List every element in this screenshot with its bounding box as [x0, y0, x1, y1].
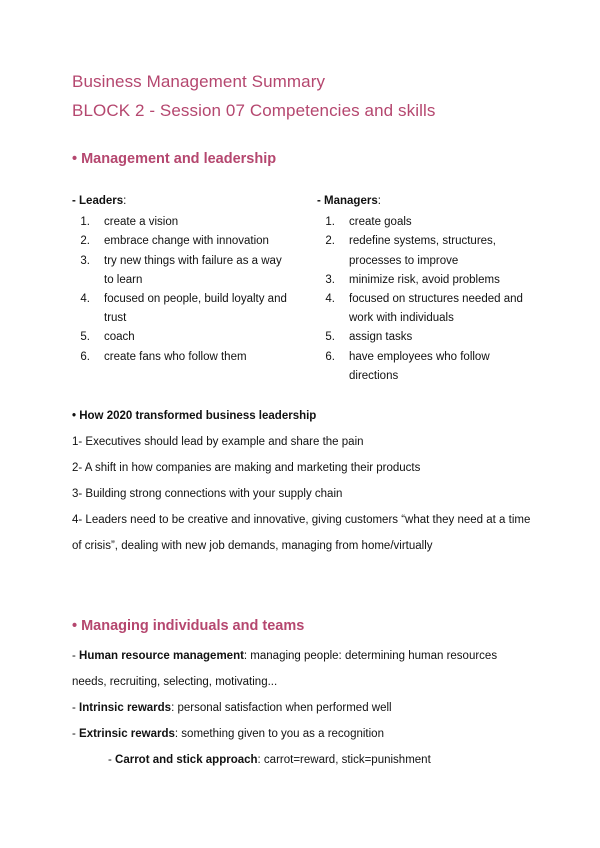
list-item: 6. create fans who follow them	[80, 350, 247, 363]
list-item: 3. try new things with failure as a way to learn	[80, 254, 282, 286]
document-subtitle: BLOCK 2 - Session 07 Competencies and skills	[72, 101, 436, 120]
list-item: 3. minimize risk, avoid problems	[325, 273, 500, 286]
list-item: 1. create a vision	[80, 216, 179, 229]
transform-block	[72, 403, 532, 559]
transform-heading: • How 2020 transformed business leadership	[72, 410, 317, 422]
intrinsic-term: Intrinsic rewards	[79, 702, 172, 714]
list-item: 2. redefine systems, structures, processes to improve	[325, 235, 496, 267]
carrot-stick-term: Carrot and stick approach	[115, 754, 258, 766]
hrm-item: - Human resource management: managing people: determining human resources needs, recruiting, selecting, motivating...	[72, 650, 498, 688]
intrinsic-item: - Intrinsic rewards: personal satisfaction when performed well	[72, 702, 392, 714]
document-title: Business Management Summary	[72, 72, 326, 91]
managers-label: - Managers:	[317, 195, 381, 207]
list-item: 4. focused on people, build loyalty and trust	[80, 293, 287, 325]
list-item: 1. create goals	[325, 216, 412, 229]
leaders-column	[72, 192, 287, 367]
list-item: 6. have employees who follow directions	[325, 350, 490, 382]
section-heading-individuals-teams: • Managing individuals and teams	[72, 618, 305, 634]
transform-point-2: 2- A shift in how companies are making and marketing their products	[72, 462, 421, 474]
managers-list	[317, 213, 532, 386]
leaders-label: - Leaders:	[72, 195, 127, 207]
leaders-list	[72, 213, 287, 367]
individuals-teams-block	[72, 643, 532, 773]
list-item: 5. assign tasks	[325, 331, 413, 344]
list-item: 2. embrace change with innovation	[80, 235, 269, 248]
hrm-term: Human resource management	[79, 650, 244, 662]
list-item: 5. coach	[80, 331, 135, 344]
managers-column	[317, 192, 532, 386]
extrinsic-item: - Extrinsic rewards: something given to you as a recognition	[72, 728, 384, 740]
transform-point-4: 4- Leaders need to be creative and innovative, giving customers “what they need at a time of crisis”, dealing with new job demands, managing from home/virtually	[72, 514, 531, 552]
section-heading-management-leadership: • Management and leadership	[72, 151, 277, 167]
extrinsic-term: Extrinsic rewards	[79, 728, 175, 740]
transform-point-1: 1- Executives should lead by example and share the pain	[72, 436, 364, 448]
carrot-stick-item: - Carrot and stick approach: carrot=reward, stick=punishment	[108, 754, 431, 766]
transform-point-3: 3- Building strong connections with your supply chain	[72, 488, 343, 500]
list-item: 4. focused on structures needed and work with individuals	[325, 293, 523, 325]
